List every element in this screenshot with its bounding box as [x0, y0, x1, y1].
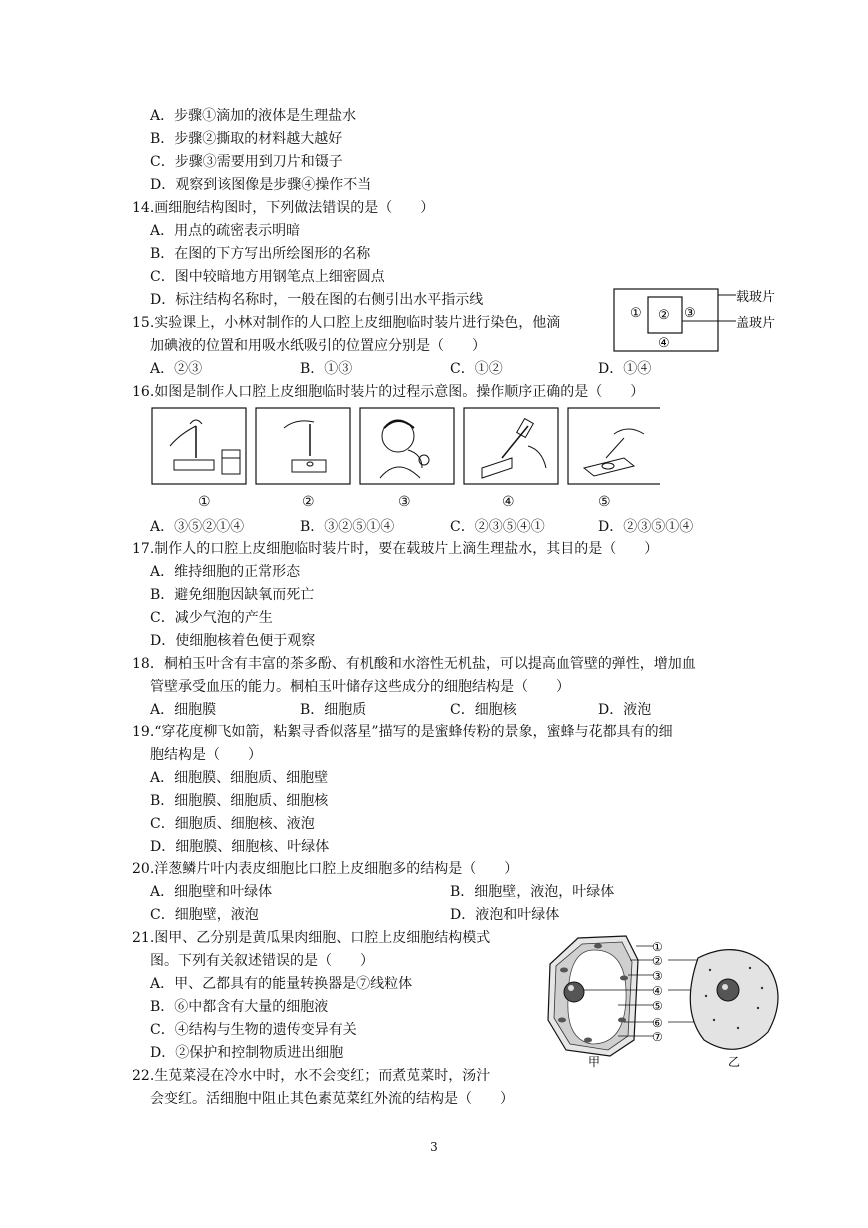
q16-step2-illustration	[256, 408, 350, 484]
animal-cell-illustration	[690, 950, 778, 1050]
q15-stem-line2: 加碘液的位置和用吸水纸吸引的位置应分别是（ ）	[150, 338, 486, 354]
q14-option-b: B．在图的下方写出所绘图形的名称	[150, 246, 371, 262]
q15-option-a: A．②③	[150, 361, 203, 377]
q18-option-b: B．细胞质	[300, 702, 367, 718]
q16-option-a: A．③⑤②①④	[150, 519, 245, 535]
q22-stem-line1: 22.生苋菜浸在冷水中时，水不会变红；而煮苋菜时，汤汁	[132, 1068, 491, 1084]
q19-option-d: D．细胞膜、细胞核、叶绿体	[150, 839, 330, 855]
q19-option-b: B．细胞膜、细胞质、细胞核	[150, 793, 329, 809]
q16-step1-illustration	[152, 408, 246, 484]
q16-step4-illustration	[464, 408, 558, 484]
q21-stem-line2: 图。下列有关叙述错误的是（ ）	[150, 953, 374, 969]
q20-stem: 20.洋葱鳞片叶内表皮细胞比口腔上皮细胞多的结构是（ ）	[132, 861, 519, 877]
q21-option-a: A．甲、乙都具有的能量转换器是⑦线粒体	[150, 976, 413, 992]
q20-option-b: B．细胞壁，液泡，叶绿体	[450, 884, 615, 900]
q21-label-4: ④	[652, 984, 663, 998]
q16-stem: 16.如图是制作人口腔上皮细胞临时装片的过程示意图。操作顺序正确的是（ ）	[132, 384, 645, 400]
q15-slide-figure	[610, 285, 810, 365]
q21-label-6: ⑥	[652, 1016, 663, 1030]
q18-stem-line1: 18．桐柏玉叶含有丰富的茶多酚、有机酸和水溶性无机盐，可以提高血管壁的弹性，增加血	[132, 656, 696, 672]
q16-step5-illustration	[568, 408, 660, 484]
q15-label-2: ②	[658, 308, 670, 323]
q16-option-b: B．③②⑤①④	[300, 519, 395, 535]
q22-stem-line2: 会变红。活细胞中阻止其色素苋菜红外流的结构是（ ）	[150, 1091, 514, 1107]
q21-label-2: ②	[652, 954, 663, 968]
q15-label-3: ③	[684, 306, 696, 321]
q14-option-a: A．用点的疏密表示明暗	[150, 223, 301, 239]
q16-option-c: C．②③⑤④①	[450, 519, 545, 535]
q14-stem: 14.画细胞结构图时，下列做法错误的是（ ）	[132, 200, 435, 216]
q15-label-1: ①	[630, 306, 642, 321]
q13-option-c: C．步骤③需要用到刀片和镊子	[150, 154, 343, 170]
q17-option-a: A．维持细胞的正常形态	[150, 564, 301, 580]
q16-step3-illustration	[360, 408, 454, 484]
q16-step-label-1: ①	[198, 494, 211, 510]
q14-option-c: C．图中较暗地方用钢笔点上细密圆点	[150, 269, 385, 285]
q19-stem-line2: 胞结构是（ ）	[150, 747, 262, 763]
q15-option-c: C．①②	[450, 361, 503, 377]
q17-stem: 17.制作人的口腔上皮细胞临时装片时，要在载玻片上滴生理盐水，其目的是（ ）	[132, 541, 659, 557]
q16-option-d: D．②③⑤①④	[598, 519, 694, 535]
q21-option-c: C．④结构与生物的遗传变异有关	[150, 1022, 357, 1038]
q16-step-label-5: ⑤	[598, 494, 611, 510]
q16-step-label-4: ④	[502, 494, 515, 510]
q15-label-4: ④	[658, 336, 670, 351]
q18-option-a: A．细胞膜	[150, 702, 217, 718]
q16-steps-figure	[150, 406, 660, 488]
q17-option-d: D．使细胞核着色便于观察	[150, 633, 316, 649]
q15-label-cover: 盖玻片	[736, 316, 776, 331]
q18-option-d: D．液泡	[598, 702, 652, 718]
q20-option-c: C．细胞壁，液泡	[150, 907, 259, 923]
q21-label-7: ⑦	[652, 1030, 663, 1044]
q13-option-a: A．步骤①滴加的液体是生理盐水	[150, 108, 357, 124]
q19-option-a: A．细胞膜、细胞质、细胞壁	[150, 770, 329, 786]
q15-option-d: D．①④	[598, 361, 652, 377]
q21-option-d: D．②保护和控制物质进出细胞	[150, 1045, 344, 1061]
q21-stem-line1: 21.图甲、乙分别是黄瓜果肉细胞、口腔上皮细胞结构模式	[132, 930, 491, 946]
q21-label-yi: 乙	[728, 1055, 741, 1069]
q19-stem-line1: 19.“穿花度柳飞如箭，粘絮寻香似落星”描写的是蜜蜂传粉的景象，蜜蜂与花都具有的细	[132, 724, 673, 740]
q16-step-label-2: ②	[302, 494, 315, 510]
q21-option-b: B．⑥中都含有大量的细胞液	[150, 999, 329, 1015]
q14-option-d: D．标注结构名称时，一般在图的右侧引出水平指示线	[150, 292, 484, 308]
q20-option-d: D．液泡和叶绿体	[450, 907, 560, 923]
q21-label-3: ③	[652, 969, 663, 983]
q21-label-jia: 甲	[588, 1055, 601, 1069]
q17-option-b: B．避免细胞因缺氧而死亡	[150, 587, 315, 603]
q18-option-c: C．细胞核	[450, 702, 517, 718]
q21-label-5: ⑤	[652, 999, 663, 1013]
q15-label-slide: 载玻片	[736, 290, 776, 305]
q21-label-1: ①	[652, 940, 663, 954]
q21-cell-figure	[538, 930, 788, 1070]
plant-cell-illustration	[548, 936, 638, 1056]
q20-option-a: A．细胞壁和叶绿体	[150, 884, 273, 900]
q18-stem-line2: 管壁承受血压的能力。桐柏玉叶储存这些成分的细胞结构是（ ）	[150, 679, 570, 695]
q13-option-d: D．观察到该图像是步骤④操作不当	[150, 177, 372, 193]
q16-step-label-3: ③	[398, 494, 411, 510]
q15-option-b: B．①③	[300, 361, 353, 377]
q13-option-b: B．步骤②撕取的材料越大越好	[150, 131, 343, 147]
q19-option-c: C．细胞质、细胞核、液泡	[150, 816, 315, 832]
q17-option-c: C．减少气泡的产生	[150, 610, 273, 626]
page-number: 3	[430, 1140, 438, 1154]
q15-stem-line1: 15.实验课上，小林对制作的人口腔上皮细胞临时装片进行染色，他滴	[132, 315, 561, 331]
